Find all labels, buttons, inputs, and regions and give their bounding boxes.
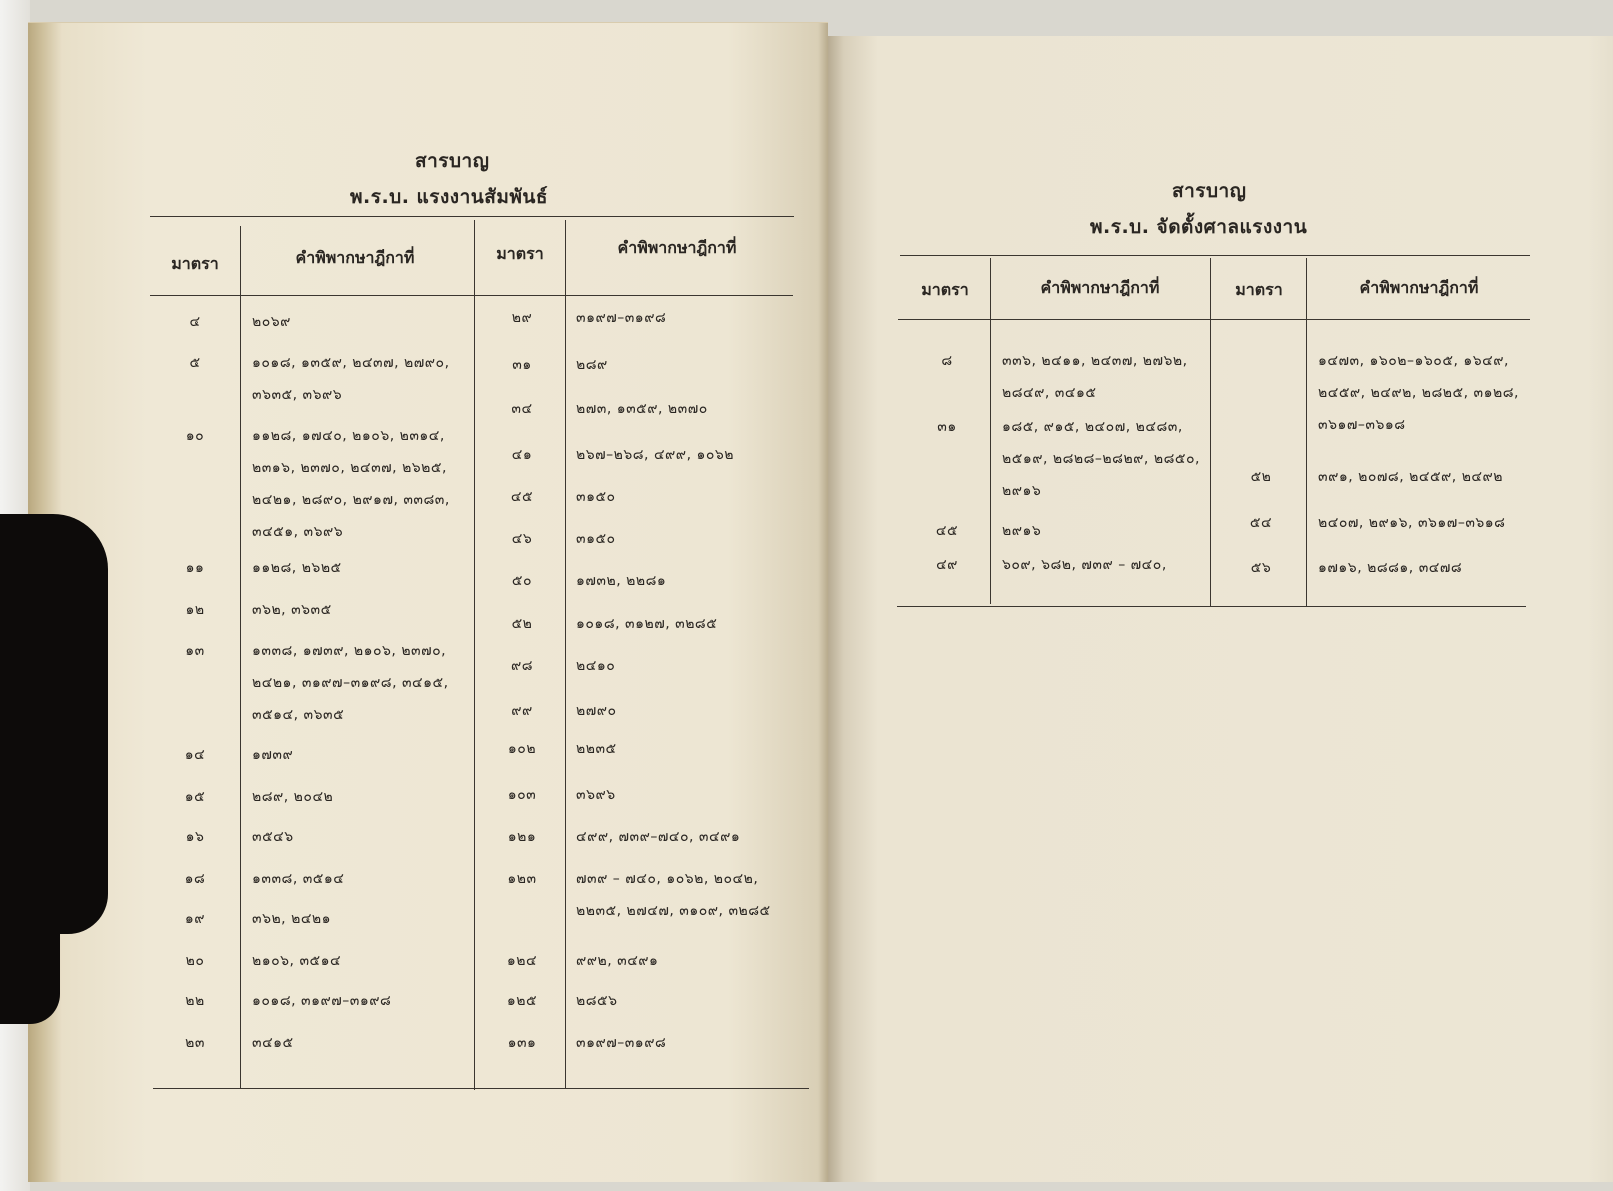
right-header-rulings-2: คำพิพากษาฎีกาที่ <box>1359 278 1479 297</box>
section-number: ๕๒ <box>1250 469 1272 485</box>
ruling-numbers: ๑๑๒๘, ๑๗๔๐, ๒๑๐๖, ๒๓๑๔, <box>252 428 445 444</box>
ruling-numbers: ๒๙๑๖ <box>1002 523 1042 539</box>
section-number: ๑๐๓ <box>507 787 537 803</box>
left-table-bottom-rule <box>153 1088 809 1089</box>
section-number: ๑๙ <box>184 911 206 927</box>
section-number: ๔๕ <box>510 489 534 505</box>
section-number: ๔ <box>189 314 201 330</box>
section-number: ๕๔ <box>1249 515 1273 531</box>
ruling-numbers: ๒๕๑๙, ๒๘๒๘–๒๘๒๙, ๒๘๕๐, <box>1002 451 1200 467</box>
section-number: ๙๘ <box>510 658 534 674</box>
ruling-numbers: ๑๓๓๘, ๑๗๓๙, ๒๑๐๖, ๒๓๗๐, <box>252 643 447 659</box>
ruling-numbers: ๑๓๓๘, ๓๕๑๔ <box>252 871 345 887</box>
ruling-numbers: ๓๖๙๖ <box>576 787 616 803</box>
section-number: ๙๙ <box>511 703 533 719</box>
section-number: ๑๘ <box>184 871 206 887</box>
left-header-section-1: มาตรา <box>171 254 219 273</box>
section-number: ๔๖ <box>511 531 533 547</box>
ruling-numbers: ๙๙๒, ๓๔๙๑ <box>576 953 659 969</box>
section-number: ๔๙ <box>936 557 958 573</box>
section-number: ๘ <box>941 353 953 369</box>
ruling-numbers: ๓๑๕๐ <box>576 531 616 547</box>
ruling-numbers: ๑๗๓๒, ๒๒๘๑ <box>576 573 667 589</box>
ruling-numbers: ๓๖๒, ๒๔๒๑ <box>252 911 332 927</box>
ruling-numbers: ๓๖๑๗–๓๖๑๘ <box>1318 417 1406 433</box>
ruling-numbers: ๑๔๗๓, ๑๖๐๒–๑๖๐๕, ๑๖๔๙, <box>1318 353 1509 369</box>
section-number: ๔๑ <box>511 447 533 463</box>
section-number: ๑๒๔ <box>506 953 538 969</box>
right-page-subtitle: พ.ร.บ. จัดตั้งศาลแรงงาน <box>1090 216 1308 238</box>
ruling-numbers: ๒๒๓๕ <box>576 741 617 757</box>
ruling-numbers: ๒๗๙๐ <box>576 703 617 719</box>
left-table-divider-1 <box>240 226 241 1088</box>
section-number: ๕ <box>189 355 201 371</box>
left-table-header-rule <box>150 295 793 296</box>
ruling-numbers: ๒๓๑๖, ๒๓๗๐, ๒๔๓๗, ๒๖๒๕, <box>252 460 447 476</box>
ruling-numbers: ๑๗๑๖, ๒๘๘๑, ๓๔๗๘ <box>1318 560 1463 576</box>
section-number: ๓๑ <box>937 419 957 435</box>
right-table-divider-3 <box>1306 258 1307 606</box>
ruling-numbers: ๒๙๑๖ <box>1002 483 1042 499</box>
section-number: ๕๖ <box>1250 560 1272 576</box>
ruling-numbers: ๓๖๓๕, ๓๖๙๖ <box>252 387 343 403</box>
section-number: ๑๑ <box>185 560 205 576</box>
ruling-numbers: ๓๑๕๐ <box>576 489 616 505</box>
section-number: ๒๐ <box>185 953 205 969</box>
left-header-rulings-2: คำพิพากษาฎีกาที่ <box>617 238 737 257</box>
ruling-numbers: ๓๔๕๑, ๓๖๙๖ <box>252 524 344 540</box>
ruling-numbers: ๒๗๓, ๑๓๕๙, ๒๓๗๐ <box>576 401 708 417</box>
ruling-numbers: ๒๘๕๖ <box>576 993 618 1009</box>
right-table-divider-2 <box>1210 258 1211 606</box>
thumb-shadow <box>0 514 108 934</box>
right-table-header-rule <box>898 319 1530 320</box>
ruling-numbers: ๔๙๙, ๗๓๙–๗๔๐, ๓๔๙๑ <box>576 829 741 845</box>
section-number: ๕๐ <box>511 573 533 589</box>
right-table-top-rule <box>900 255 1530 256</box>
ruling-numbers: ๓๖๒, ๓๖๓๕ <box>252 602 332 618</box>
left-table-divider-2 <box>474 220 475 1090</box>
section-number: ๑๒ <box>185 602 205 618</box>
ruling-numbers: ๓๙๑, ๒๐๗๘, ๒๔๕๙, ๒๔๙๒ <box>1318 469 1503 485</box>
right-header-rulings-1: คำพิพากษาฎีกาที่ <box>1040 278 1160 297</box>
section-number: ๓๔ <box>511 401 533 417</box>
right-table-divider-1 <box>990 258 991 604</box>
right-table-bottom-rule <box>897 606 1526 607</box>
ruling-numbers: ๖๐๙, ๖๘๒, ๗๓๙ – ๗๔๐, <box>1002 557 1167 573</box>
ruling-numbers: ๒๔๑๐ <box>576 658 616 674</box>
ruling-numbers: ๑๘๕, ๙๑๕, ๒๔๐๗, ๒๔๘๓, <box>1002 419 1183 435</box>
section-number: ๑๒๓ <box>507 871 537 887</box>
ruling-numbers: ๓๕๑๔, ๓๖๓๕ <box>252 707 345 723</box>
section-number: ๔๕ <box>935 523 959 539</box>
right-page-title: สารบาญ <box>1172 180 1247 202</box>
ruling-numbers: ๓๕๔๖ <box>252 829 294 845</box>
section-number: ๑๐๒ <box>507 741 537 757</box>
ruling-numbers: ๗๓๙ – ๗๔๐, ๑๐๖๒, ๒๐๔๒, <box>576 871 759 887</box>
left-page-subtitle: พ.ร.บ. แรงงานสัมพันธ์ <box>350 186 548 208</box>
ruling-numbers: ๓๑๙๗–๓๑๙๘ <box>576 310 667 326</box>
ruling-numbers: ๒๐๖๙ <box>252 314 291 330</box>
section-number: ๑๒๕ <box>506 993 538 1009</box>
section-number: ๓๑ <box>512 357 532 373</box>
left-table-divider-3 <box>565 220 566 1088</box>
section-number: ๕๒ <box>511 616 533 632</box>
right-header-section-2: มาตรา <box>1235 280 1283 299</box>
ruling-numbers: ๒๖๗–๒๖๘, ๔๙๙, ๑๐๖๒ <box>576 447 735 463</box>
section-number: ๑๓ <box>185 643 205 659</box>
ruling-numbers: ๒๒๓๕, ๒๗๔๗, ๓๑๐๙, ๓๒๘๕ <box>576 903 771 919</box>
ruling-numbers: ๑๑๒๘, ๒๖๒๕ <box>252 560 342 576</box>
ruling-numbers: ๒๘๙, ๒๐๔๒ <box>252 789 334 805</box>
section-number: ๒๙ <box>511 310 533 326</box>
left-table-top-rule <box>150 216 794 217</box>
ruling-numbers: ๓๔๑๕ <box>252 1035 294 1051</box>
ruling-numbers: ๑๐๑๘, ๓๑๙๗–๓๑๙๘ <box>252 993 392 1009</box>
section-number: ๒๒ <box>185 993 205 1009</box>
right-header-section-1: มาตรา <box>921 280 969 299</box>
section-number: ๒๓ <box>185 1035 205 1051</box>
section-number: ๑๐ <box>185 428 205 444</box>
section-number: ๑๖ <box>185 829 205 845</box>
section-number: ๑๓๑ <box>507 1035 537 1051</box>
ruling-numbers: ๒๔๕๙, ๒๔๙๒, ๒๘๒๕, ๓๑๒๘, <box>1318 385 1519 401</box>
left-header-section-2: มาตรา <box>496 244 544 263</box>
ruling-numbers: ๒๔๒๑, ๓๑๙๗–๓๑๙๘, ๓๔๑๕, <box>252 675 449 691</box>
section-number: ๑๒๑ <box>507 829 537 845</box>
ruling-numbers: ๓๓๖, ๒๔๑๑, ๒๔๓๗, ๒๗๖๒, <box>1002 353 1188 369</box>
ruling-numbers: ๑๗๓๙ <box>252 747 294 763</box>
ruling-numbers: ๑๐๑๘, ๑๓๕๙, ๒๔๓๗, ๒๗๙๐, <box>252 355 450 371</box>
section-number: ๑๔ <box>184 747 206 763</box>
ruling-numbers: ๒๘๙ <box>576 357 608 373</box>
ruling-numbers: ๑๐๑๘, ๓๑๒๗, ๓๒๘๕ <box>576 616 718 632</box>
ruling-numbers: ๒๔๒๑, ๒๘๙๐, ๒๙๑๗, ๓๓๘๓, <box>252 492 450 508</box>
ruling-numbers: ๓๑๙๗–๓๑๙๘ <box>576 1035 667 1051</box>
section-number: ๑๕ <box>184 789 206 805</box>
ruling-numbers: ๒๑๐๖, ๓๕๑๔ <box>252 953 342 969</box>
left-page-title: สารบาญ <box>415 150 490 172</box>
left-header-rulings-1: คำพิพากษาฎีกาที่ <box>295 248 415 267</box>
right-page <box>828 36 1613 1182</box>
ruling-numbers: ๒๘๔๙, ๓๔๑๕ <box>1002 385 1097 401</box>
ruling-numbers: ๒๔๐๗, ๒๙๑๖, ๓๖๑๗–๓๖๑๘ <box>1318 515 1506 531</box>
